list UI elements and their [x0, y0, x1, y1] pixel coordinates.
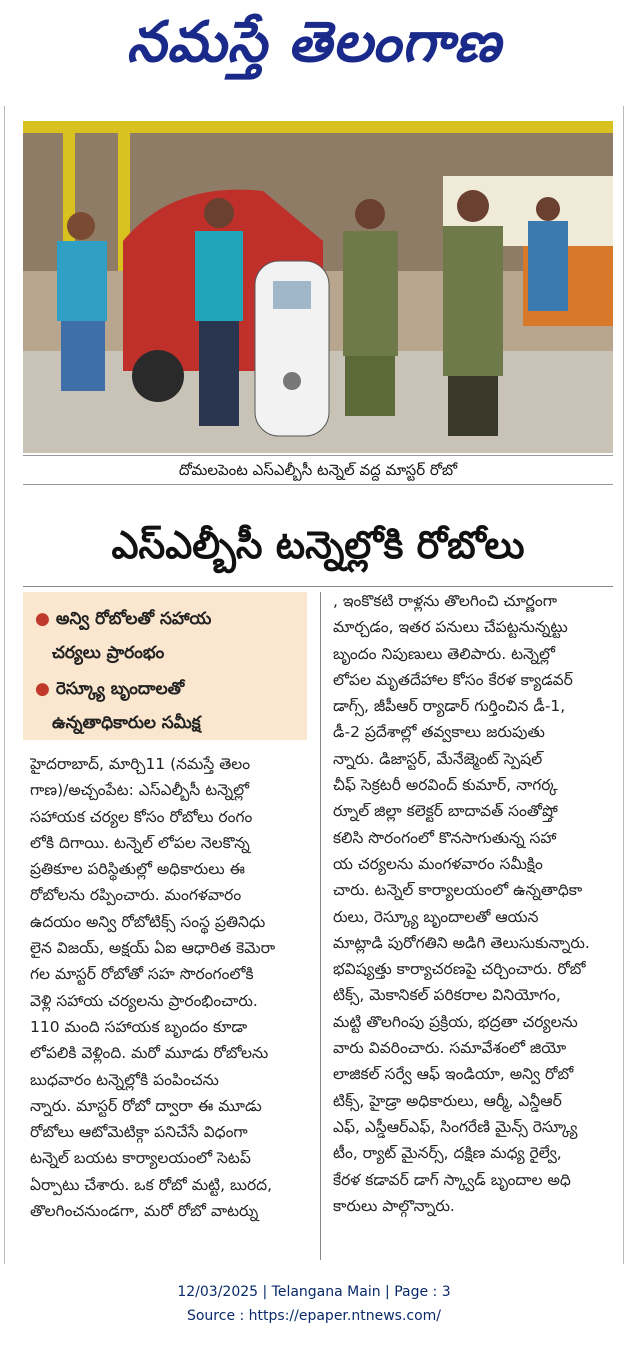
article-line: లైన విజయ్, అక్షయ్ ఏఐ ఆధారిత కెమెరా: [30, 939, 276, 958]
bullet-icon: ●: [35, 679, 50, 699]
article-line: టిక్స్, మెకానికల్ పరికరాల వినియోగం,: [333, 986, 561, 1005]
article-line: ఎఫ్, ఎస్డీఆర్ఎఫ్, సింగరేణి మైన్స్ రెస్క్యూ: [333, 1117, 578, 1136]
column-divider: [320, 592, 321, 1260]
article-column-left: [30, 751, 306, 1224]
highlight-item: [35, 602, 295, 670]
article-line: న్నారు. డిజాస్టర్, మేనేజ్మెంట్ స్పెషల్: [333, 749, 543, 768]
photo-caption: దోమలపెంట ఎస్ఎల్బీసీ టన్నెల్ వద్ద మాస్టర్ రోబో: [23, 455, 613, 485]
article-line: రులు, రెస్క్యూ బృందాలతో ఆయన: [333, 907, 539, 926]
highlight-line: చర్యలు ప్రారంభం: [52, 643, 165, 663]
article-line: మార్చడం, ఇతర పనులు చేపట్టనున్నట్టు: [333, 618, 568, 637]
highlight-line: ఉన్నతాధికారుల సమీక్ష: [52, 713, 201, 733]
article-line: య చర్యలను మంగళవారం సమీక్షిం: [333, 854, 543, 873]
page-footer: [0, 1280, 628, 1328]
article-line: ఏర్పాటు చేశారు. ఒక రోబో మట్టి, బురద,: [30, 1175, 273, 1194]
article-line: బృందం నిపుణులు తెలిపారు. టన్నెల్లో: [333, 644, 555, 663]
edition-info: 12/03/2025 | Telangana Main | Page : 3: [177, 1284, 451, 1300]
article-line: చారు. టన్నెల్ కార్యాలయంలో ఉన్నతాధికా: [333, 881, 583, 900]
article-line: ప్రతికూల పరిస్థితుల్లో అధికారులు ఈ: [30, 860, 245, 879]
article-line: హైదరాబాద్, మార్చి11 (నమస్తే తెలం: [30, 755, 251, 773]
article-line: లోపల మృతదేహాల కోసం కేరళ క్యాడవర్: [333, 670, 573, 689]
article-line: డీ-2 ప్రదేశాల్లో తవ్వకాలు జరుపుతు: [333, 723, 545, 742]
article-line: డాగ్స్, జీపీఆర్ ర్యాడార్ గుర్తించిన డీ-1,: [333, 697, 566, 716]
bullet-icon: ●: [35, 609, 50, 629]
article-line: ఉదయం అన్వి రోబోటిక్స్ సంస్థ ప్రతినిధు: [30, 912, 266, 931]
highlights-box: [23, 592, 307, 740]
robot-photo-illustration: [23, 121, 613, 453]
article-line: ర్నూల్ జిల్లా కలెక్టర్ బాదావత్ సంతోష్తో: [333, 802, 558, 821]
article-line: టిక్స్, హైడ్రా అధికారులు, ఆర్మీ, ఎన్డీఆర్: [333, 1091, 562, 1110]
article-line: టన్నెల్ బయట కార్యాలయంలో సెటప్: [30, 1149, 251, 1168]
article-line: గాణ)/అచ్చంపేట: ఎస్ఎల్బీసీ టన్నెల్లో: [30, 781, 250, 800]
highlight-line: అన్వి రోబోలతో సహాయ: [55, 609, 212, 629]
article-line: మట్టి తొలగింపు ప్రక్రియ, భద్రతా చర్యలను: [333, 1012, 578, 1031]
article-line: బుధవారం టన్నెల్లోకి పంపించను: [30, 1070, 219, 1089]
highlight-line: రెస్క్యూ బృందాలతో: [55, 679, 185, 699]
article-line: చీఫ్ సెక్రటరీ అరవింద్ కుమార్, నాగర్క: [333, 776, 558, 795]
newspaper-masthead: నమస్తే తెలంగాణ: [126, 10, 502, 75]
article-headline: ఎస్ఎల్బీసీ టన్నెల్లోకి రోబోలు: [111, 523, 525, 567]
article-line: వారు వివరించారు. సమావేశంలో జియో: [333, 1039, 567, 1058]
article-line: భవిష్యత్తు కార్యాచరణపై చర్చించారు. రోబో: [333, 960, 586, 979]
article-column-right: [333, 588, 613, 1219]
article-line: లోకి దిగాయి. టన్నెల్ లోపల నెలకొన్న: [30, 833, 250, 852]
article-line: లోపలికి వెళ్లింది. మరో మూడు రోబోలను: [30, 1044, 269, 1063]
article-line: రోబోలు ఆటోమెటిక్గా పనిచేసే విధంగా: [30, 1123, 248, 1142]
article-line: కారులు పాల్గొన్నారు.: [333, 1196, 455, 1215]
article-line: మాట్లాడి పురోగతిని అడిగి తెలుసుకున్నారు.: [333, 933, 590, 952]
article-line: , ఇంకొకటి రాళ్లను తొలగించి చూర్ణంగా: [333, 592, 558, 610]
article-line: న్నారు. మాస్టర్ రోబో ద్వారా ఈ మూడు: [30, 1096, 262, 1115]
source-link[interactable]: Source : https://epaper.ntnews.com/: [186, 1308, 442, 1324]
article-line: గల మాస్టర్ రోబోతో సహ సొరంగంలోకి: [30, 965, 254, 984]
news-photo: [23, 121, 613, 453]
article-line: రోబోలను రప్పించారు. మంగళవారం: [30, 886, 242, 905]
article-line: 110 మంది సహాయక బృందం కూడా: [30, 1017, 248, 1036]
article-line: తొలగించనుండగా, మరో రోబో వాటర్ను: [30, 1202, 259, 1221]
headline-rule: [23, 586, 613, 587]
article-line: టీం, ర్యాట్ మైనర్స్, దక్షిణ మధ్య రైల్వే,: [333, 1144, 562, 1163]
article-line: వెళ్లి సహాయ చర్యలను ప్రారంభించారు.: [30, 991, 258, 1010]
article-line: సహాయక చర్యల కోసం రోబోలు రంగం: [30, 807, 253, 826]
highlight-item: [35, 672, 295, 740]
article-line: కేరళ కడావర్ డాగ్ స్క్వాడ్ బృందాల అధి: [333, 1170, 571, 1189]
article-line: కలిసి సొరంగంలో కొనసాగుతున్న సహా: [333, 828, 557, 847]
article-line: లాజికల్ సర్వే ఆఫ్ ఇండియా, అన్వి రోబో: [333, 1065, 574, 1084]
